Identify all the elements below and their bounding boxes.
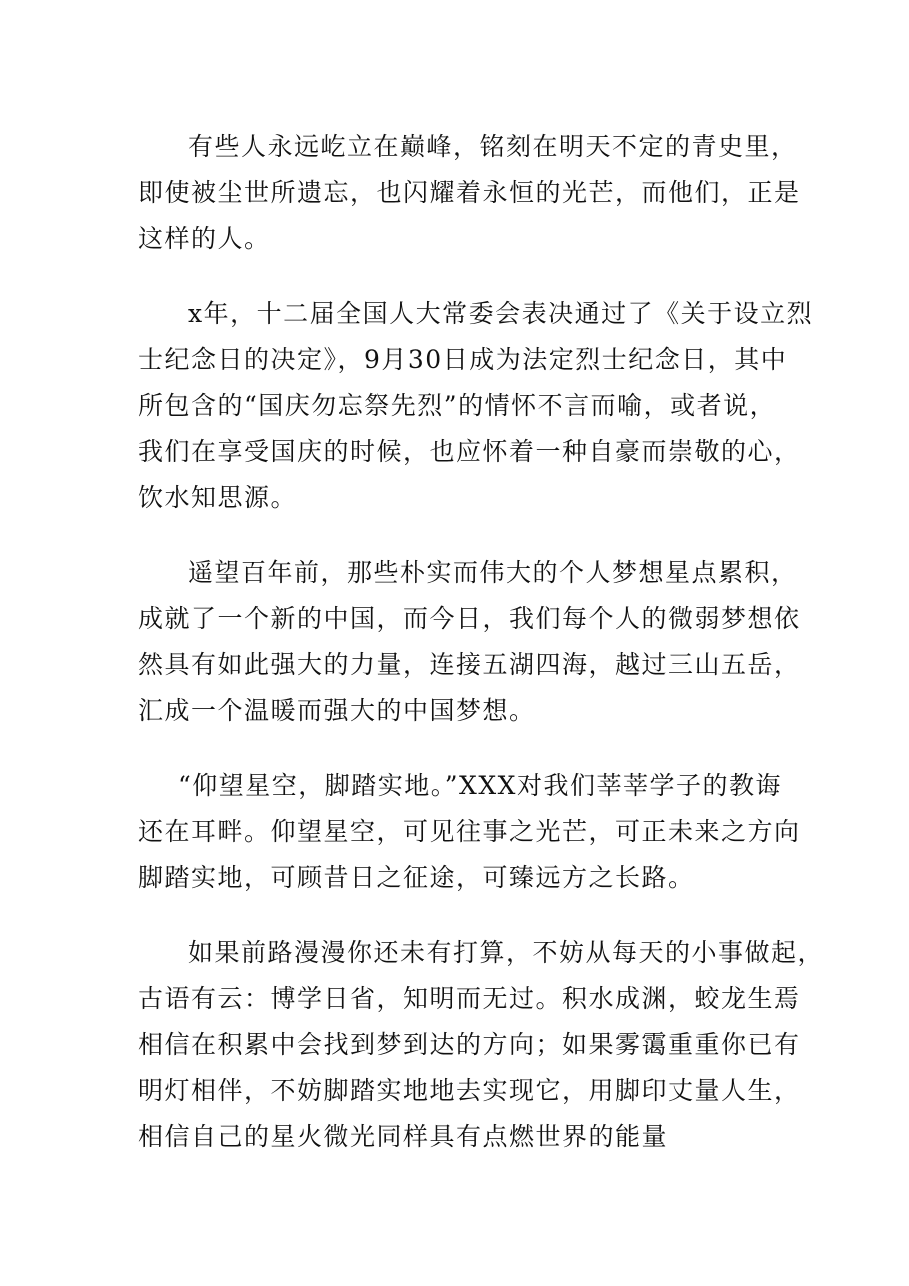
paragraph-4	[138, 763, 801, 901]
text-line: 还在耳畔。仰望星空，可见往事之光芒，可正未来之方向	[138, 817, 801, 846]
text-line: 相信在积累中会找到梦到达的方向；如果雾霭重重你已有	[138, 1030, 801, 1059]
text-line: 汇成一个温暖而强大的中国梦想。	[138, 696, 536, 725]
paragraph-3	[138, 550, 801, 734]
paragraph-2	[138, 291, 814, 521]
text-line: 所包含的“国庆勿忘祭先烈”的情怀不言而喻，或者说，	[138, 391, 777, 420]
text-line: 我们在享受国庆的时候，也应怀着一种自豪而崇敬的心，	[138, 437, 801, 466]
text-line: 相信自己的星火微光同样具有点燃世界的能量	[138, 1122, 669, 1151]
paragraph-5	[138, 930, 825, 1160]
text-line: 脚踏实地，可顾昔日之征途，可臻远方之长路。	[138, 863, 695, 892]
text-line: “仰望星空，脚踏实地。”XXX对我们莘莘学子的教诲	[178, 771, 782, 800]
text-line: 明灯相伴，不妨脚踏实地地去实现它，用脚印丈量人生，	[138, 1076, 801, 1105]
document-body	[138, 124, 825, 1189]
paragraph-1	[138, 124, 801, 262]
text-line: 饮水知思源。	[138, 483, 298, 512]
text-line: 成就了一个新的中国，而今日，我们每个人的微弱梦想依	[138, 604, 801, 633]
text-line: 有些人永远屹立在巅峰，铭刻在明天不定的青史里，	[188, 132, 798, 161]
text-line: 这样的人。	[138, 224, 271, 253]
text-line: x年，十二届全国人大常委会表决通过了《关于设立烈	[188, 299, 814, 328]
text-line: 遥望百年前，那些朴实而伟大的个人梦想星点累积，	[188, 558, 798, 587]
text-line: 即使被尘世所遗忘，也闪耀着永恒的光芒，而他们，正是	[138, 178, 801, 207]
text-line: 然具有如此强大的力量，连接五湖四海，越过三山五岳，	[138, 650, 801, 679]
text-line: 士纪念日的决定》，9月30日成为法定烈士纪念日，其中	[138, 345, 788, 374]
text-line: 古语有云：博学日省，知明而无过。积水成渊，蛟龙生焉	[138, 984, 801, 1013]
text-line: 如果前路漫漫你还未有打算，不妨从每天的小事做起，	[188, 938, 825, 967]
